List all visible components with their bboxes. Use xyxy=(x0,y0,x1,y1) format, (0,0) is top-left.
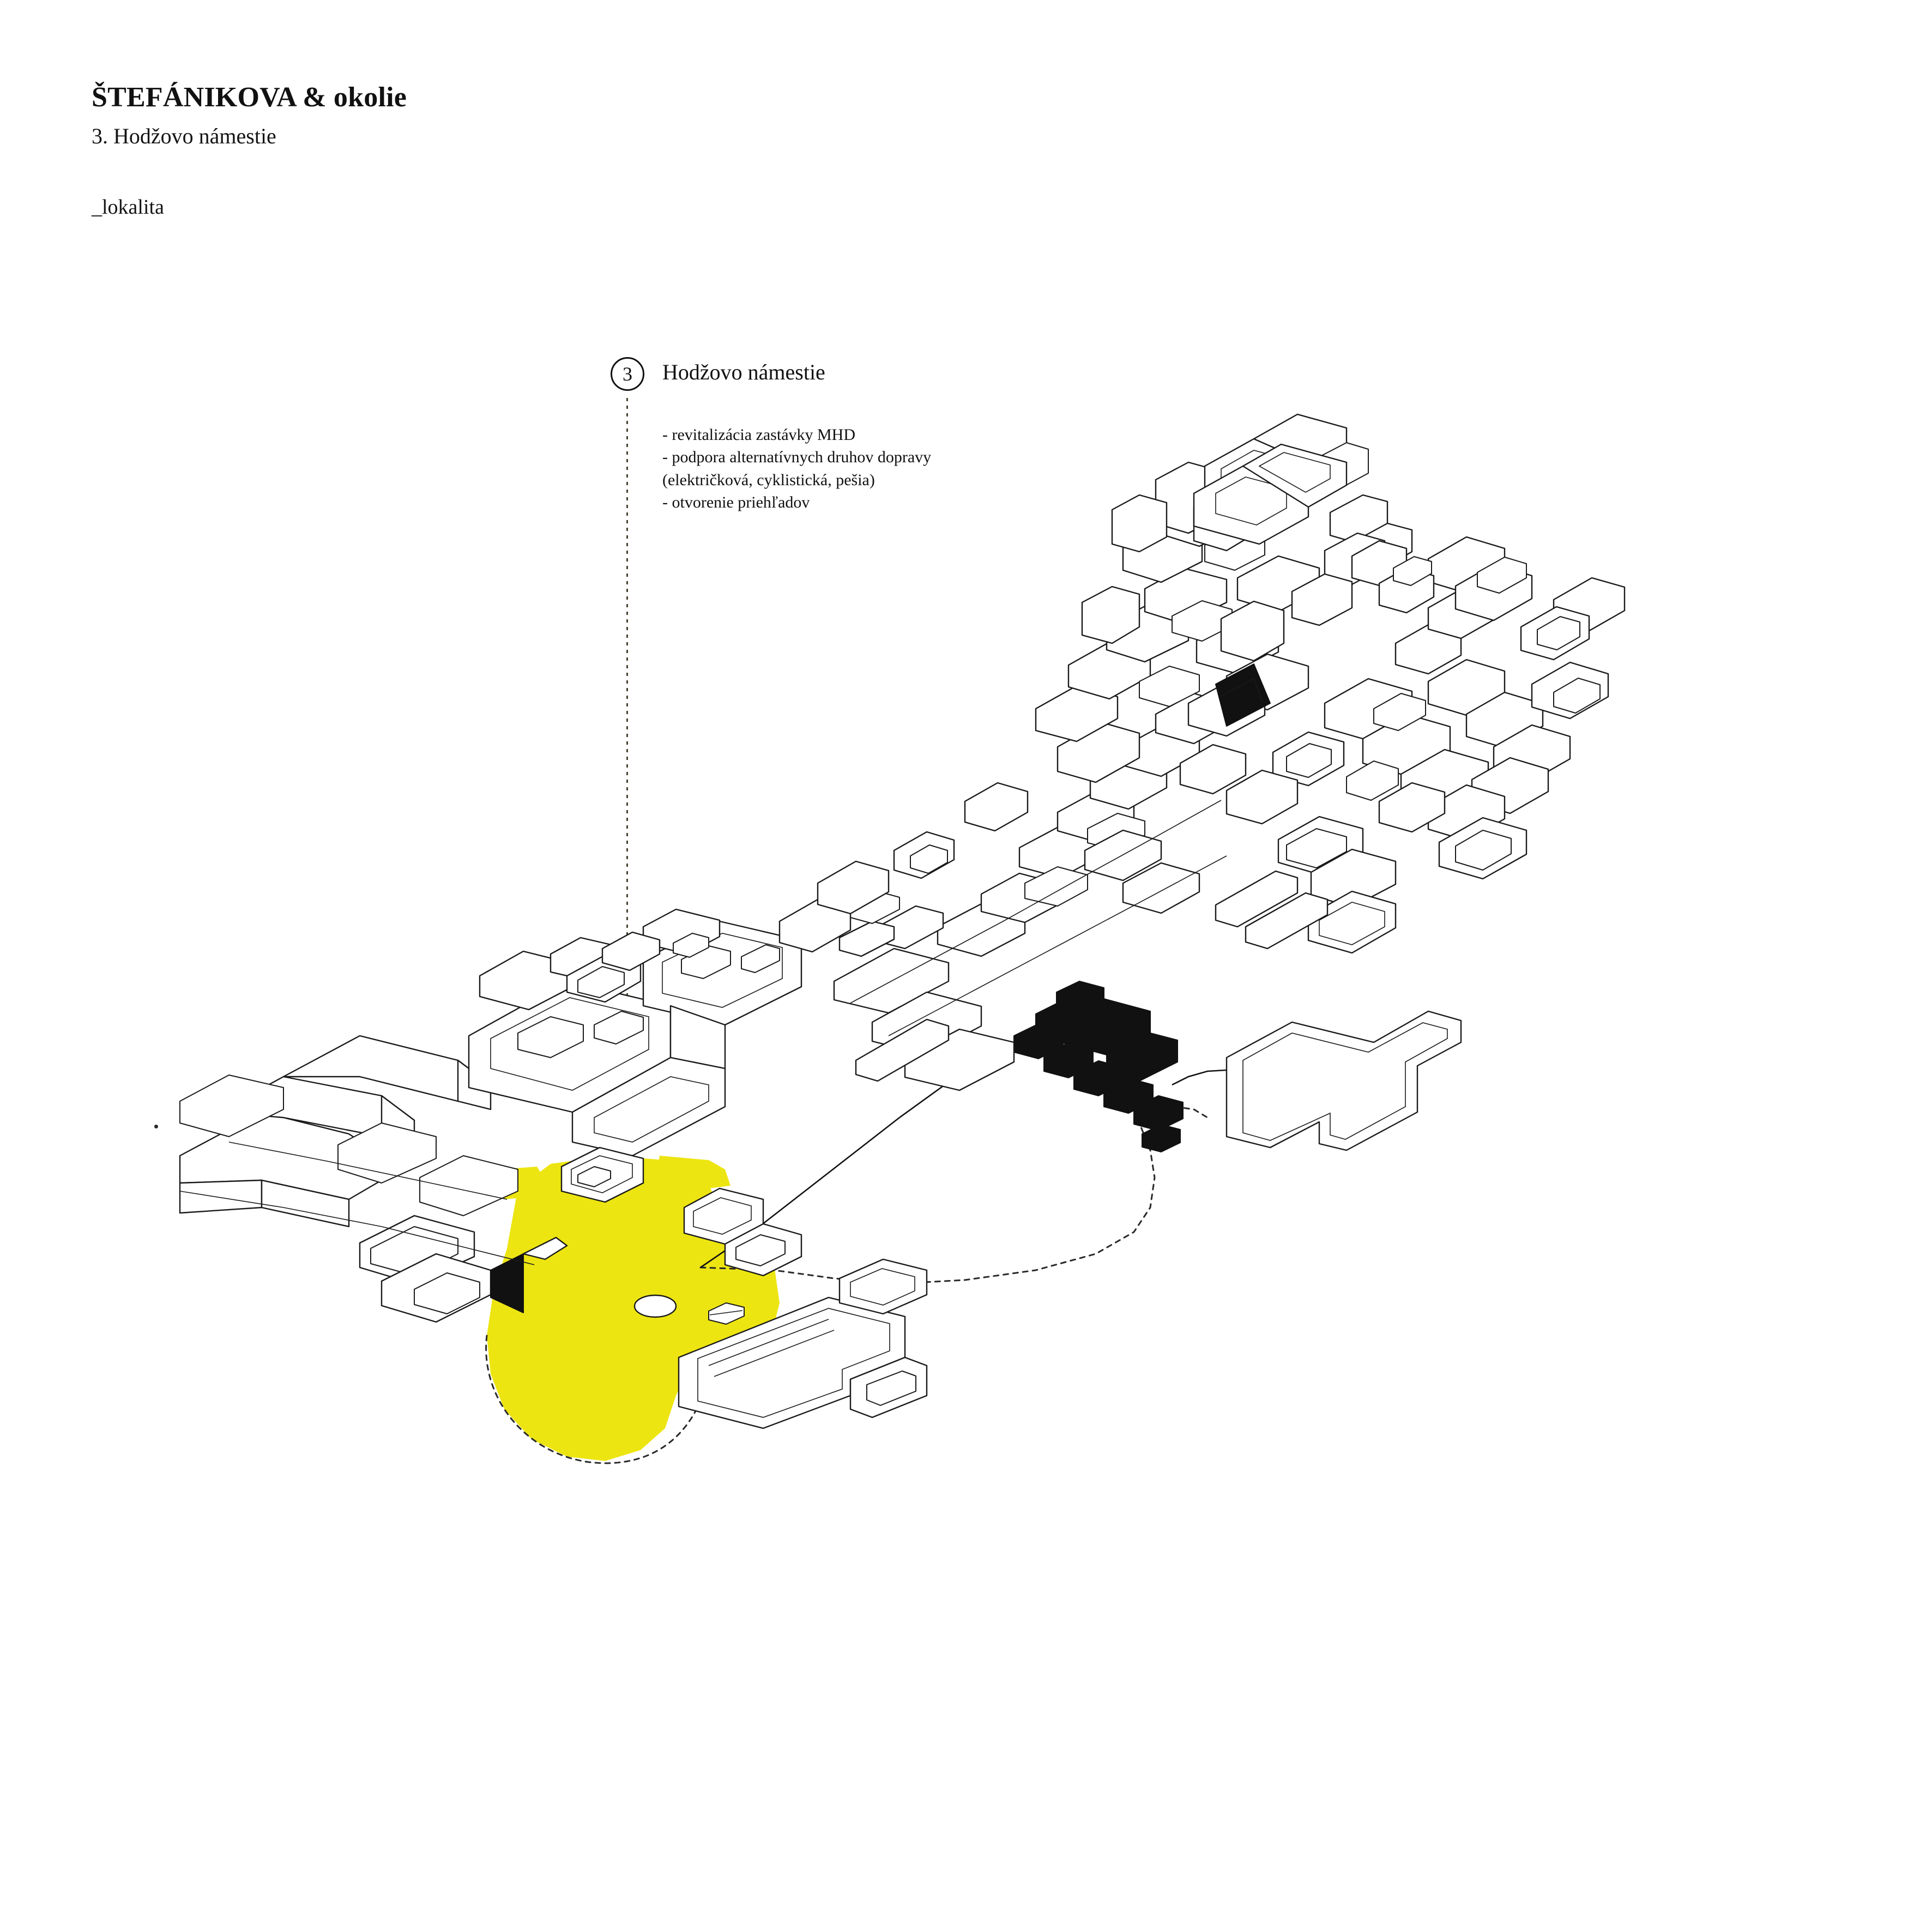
transit-stop-row xyxy=(1014,981,1183,1152)
northeast-dense-cluster xyxy=(1036,414,1412,782)
plaza-adjacent-buildings xyxy=(567,932,660,1002)
page-title: ŠTEFÁNIKOVA & okolie xyxy=(92,82,407,113)
highlight-zone xyxy=(486,1156,780,1463)
stray-dot-mark xyxy=(154,1125,158,1128)
far-east-small-group xyxy=(1278,789,1505,953)
east-outline-block xyxy=(1227,1011,1461,1150)
southwest-block-cluster xyxy=(180,1036,567,1322)
callout-item-list xyxy=(662,424,931,514)
section-label: _lokalita xyxy=(92,196,164,219)
document-header xyxy=(92,82,964,150)
callout-item: - revitalizácia zastávky MHD xyxy=(662,426,856,444)
page-subtitle: 3. Hodžovo námestie xyxy=(92,124,276,149)
callout-badge: 3 xyxy=(611,357,644,391)
dotted-route xyxy=(701,1052,1227,1284)
central-block-group xyxy=(469,909,801,1324)
central-street-corridor xyxy=(834,693,1232,1090)
map-geometry xyxy=(180,414,1625,1463)
callout-leader-line xyxy=(626,398,628,998)
north-courtyard-block xyxy=(1194,442,1347,551)
callout-annotation xyxy=(611,357,1101,512)
callout-item: - otvorenie priehľadov xyxy=(662,493,810,512)
street-pavilions xyxy=(780,783,1028,952)
callout-item: (električková, cyklistická, pešia) xyxy=(662,470,875,489)
north-scatter-blocks xyxy=(1180,541,1625,824)
linear-bar-buildings xyxy=(856,871,1327,1118)
callout-item: - podpora alternatívnych druhov dopravy xyxy=(662,448,932,467)
southeast-large-building xyxy=(679,1259,927,1428)
callout-title: Hodžovo námestie xyxy=(662,360,825,384)
callout-header xyxy=(611,357,1101,396)
east-arm-cluster xyxy=(1325,537,1608,879)
